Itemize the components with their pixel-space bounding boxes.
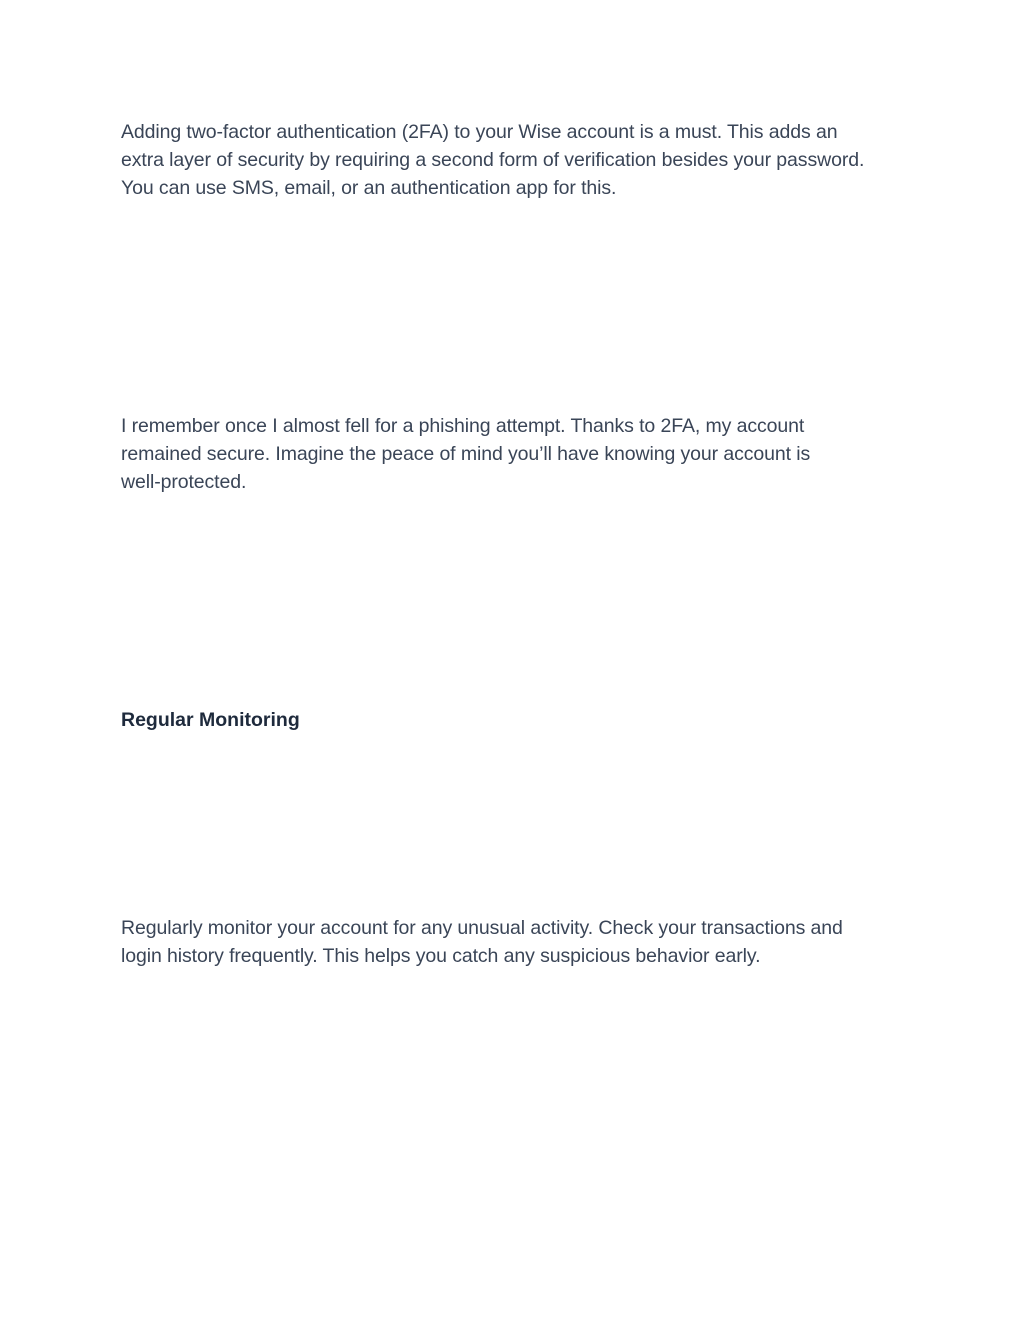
paragraph-phishing-anecdote: I remember once I almost fell for a phishing attempt. Thanks to 2FA, my account remained secure. Imagine the peace of mind you’ll have knowing your account is well-protected. xyxy=(121,415,811,493)
paragraph-two-factor-authentication: Adding two-factor authentication (2FA) to your Wise account is a must. This adds an extra layer of security by requiring a second form of verification besides your password. You can use SMS, email, or an authentication app for this. xyxy=(121,121,865,199)
paragraph-regular-monitoring: Regularly monitor your account for any unusual activity. Check your transactions and login history frequently. This helps you catch any suspicious behavior early. xyxy=(121,917,843,967)
section-heading-regular-monitoring: Regular Monitoring xyxy=(121,709,300,731)
